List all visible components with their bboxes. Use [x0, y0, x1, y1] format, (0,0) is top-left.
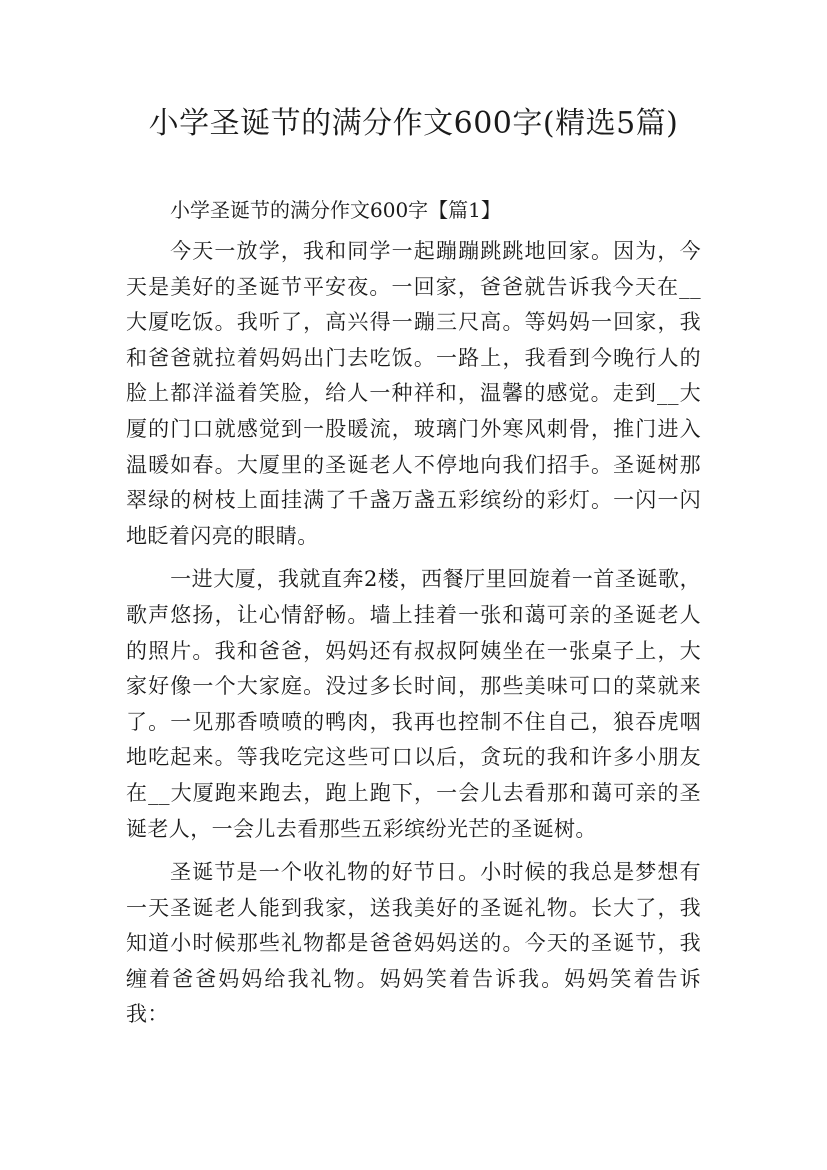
paragraph-1: 今天一放学，我和同学一起蹦蹦跳跳地回家。因为，今天是美好的圣诞节平安夜。一回家，爸爸就告诉我今天在__大厦吃饭。我听了，高兴得一蹦三尺高。等妈妈一回家，我和爸爸就拉着妈妈出门去吃饭。一路上，我看到今晚行人的脸上都洋溢着笑脸，给人一种祥和，温馨的感觉。走到__大厦的门口就感觉到一股暖流，玻璃门外寒风刺骨，推门进入温暖如春。大厦里的圣诞老人不停地向我们招手。圣诞树那翠绿的树枝上面挂满了千盏万盏五彩缤纷的彩灯。一闪一闪地眨着闪亮的眼睛。 [126, 239, 701, 548]
section-heading: 小学圣诞节的满分作文600字【篇1】 [170, 198, 501, 222]
paragraph-2: 一进大厦，我就直奔2楼，西餐厅里回旋着一首圣诞歌，歌声悠扬，让心情舒畅。墙上挂着一张和蔼可亲的圣诞老人的照片。我和爸爸，妈妈还有叔叔阿姨坐在一张桌子上，大家好像一个大家庭。没过多长时间，那些美味可口的菜就来了。一见那香喷喷的鸭肉，我再也控制不住自己，狼吞虎咽地吃起来。等我吃完这些可口以后，贪玩的我和许多小朋友在__大厦跑来跑去，跑上跑下，一会儿去看那和蔼可亲的圣诞老人，一会儿去看那些五彩缤纷光芒的圣诞树。 [126, 567, 701, 841]
paragraph-3: 圣诞节是一个收礼物的好节日。小时候的我总是梦想有一天圣诞老人能到我家，送我美好的圣诞礼物。长大了，我知道小时候那些礼物都是爸爸妈妈送的。今天的圣诞节，我缠着爸爸妈妈给我礼物。妈妈笑着告诉我。妈妈笑着告诉我： [126, 860, 701, 1027]
document-body [126, 190, 701, 1033]
document-title: 小学圣诞节的满分作文600字(精选5篇) [148, 106, 679, 141]
